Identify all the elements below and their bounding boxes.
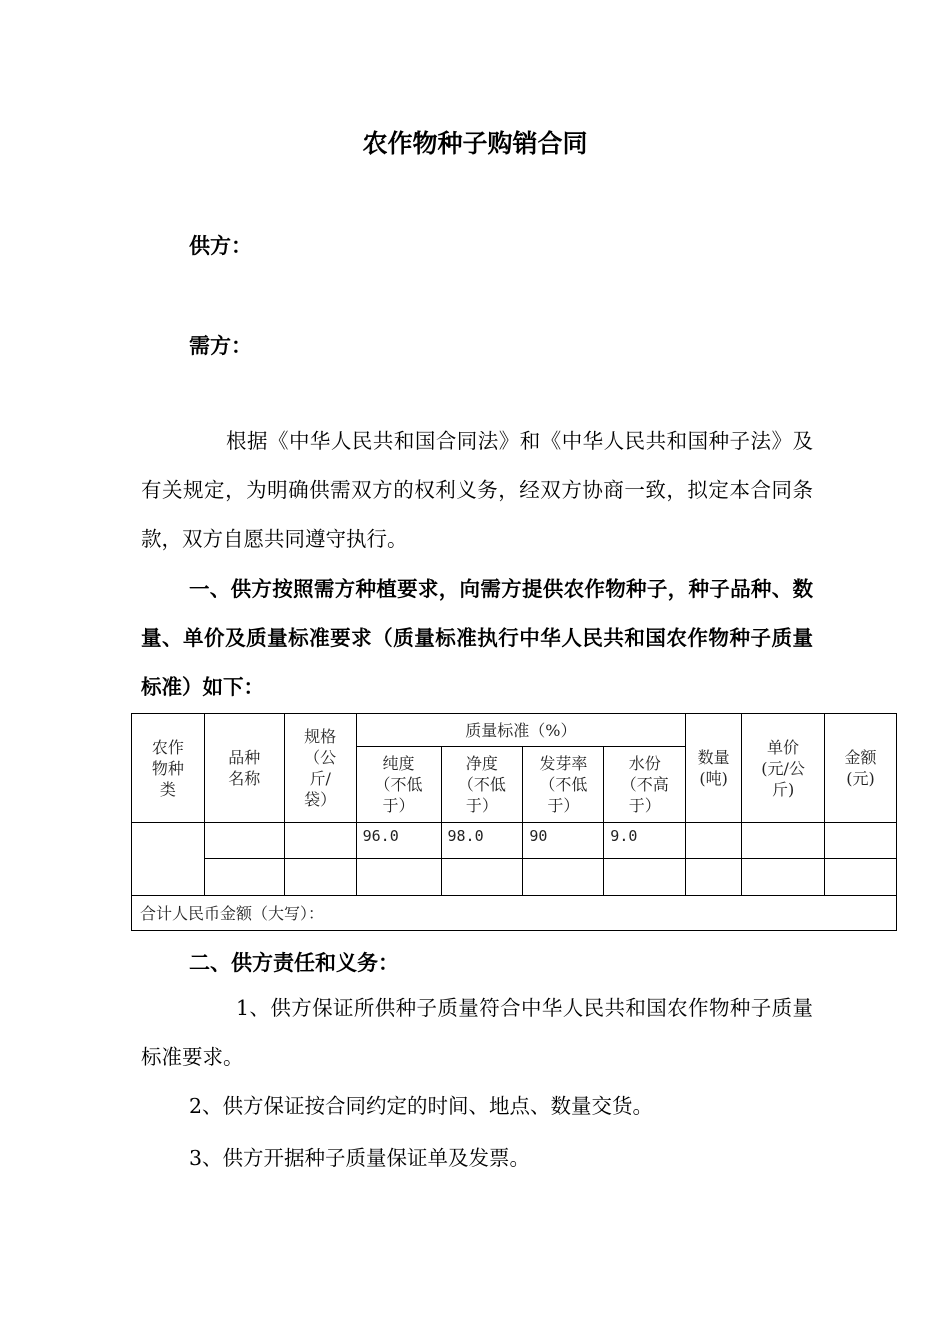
cell-cleanliness[interactable] bbox=[441, 859, 523, 896]
header-spec: 规格（公斤/袋） bbox=[284, 714, 356, 823]
intro-paragraph: 根据《中华人民共和国合同法》和《中华人民共和国种子法》及有关规定，为明确供需双方的权利义务，经双方协商一致，拟定本合同条款，双方自愿共同遵守执行。 bbox=[141, 429, 813, 551]
header-germination: 发芽率（不低于） bbox=[523, 747, 604, 823]
header-quantity: 数量(吨) bbox=[686, 714, 742, 823]
cell-unit-price[interactable] bbox=[742, 859, 825, 896]
buyer-label: 需方： bbox=[189, 333, 252, 358]
cell-moisture[interactable] bbox=[604, 859, 686, 896]
cell-germination[interactable]: 90 bbox=[523, 823, 604, 859]
supplier-label: 供方： bbox=[189, 233, 252, 258]
cell-germination[interactable] bbox=[523, 859, 604, 896]
header-purity: 纯度（不低于） bbox=[356, 747, 441, 823]
cell-moisture[interactable]: 9.0 bbox=[604, 823, 686, 859]
duty-item-3: 3、供方开据种子质量保证单及发票。 bbox=[189, 1146, 531, 1170]
table-row bbox=[132, 859, 897, 896]
cell-crop-type[interactable] bbox=[132, 823, 205, 896]
header-crop-type: 农作物种类 bbox=[132, 714, 205, 823]
section-1-heading: 一、供方按照需方种植要求，向需方提供农作物种子，种子品种、数量、单价及质量标准要求（质量标准执行中华人民共和国农作物种子质量标准）如下： bbox=[141, 577, 813, 699]
cell-variety[interactable] bbox=[204, 859, 284, 896]
duty-item-1: 1、供方保证所供种子质量符合中华人民共和国农作物种子质量标准要求。 bbox=[141, 996, 813, 1069]
cell-amount[interactable] bbox=[825, 823, 897, 859]
header-unit-price: 单价(元/公斤) bbox=[742, 714, 825, 823]
cell-variety[interactable] bbox=[204, 823, 284, 859]
duty-item-2: 2、供方保证按合同约定的时间、地点、数量交货。 bbox=[189, 1094, 654, 1118]
cell-purity[interactable] bbox=[356, 859, 441, 896]
seed-table bbox=[131, 713, 897, 931]
document-title: 农作物种子购销合同 bbox=[362, 129, 588, 158]
header-amount: 金额(元) bbox=[825, 714, 897, 823]
cell-quantity[interactable] bbox=[686, 823, 742, 859]
cell-spec[interactable] bbox=[284, 859, 356, 896]
header-moisture: 水份（不高于） bbox=[604, 747, 686, 823]
section-2-heading: 二、供方责任和义务： bbox=[189, 950, 399, 975]
cell-spec[interactable] bbox=[284, 823, 356, 859]
table-row bbox=[132, 823, 897, 859]
header-quality: 质量标准（%） bbox=[356, 714, 686, 747]
header-cleanliness: 净度（不低于） bbox=[441, 747, 523, 823]
cell-purity[interactable]: 96.0 bbox=[356, 823, 441, 859]
cell-quantity[interactable] bbox=[686, 859, 742, 896]
cell-unit-price[interactable] bbox=[742, 823, 825, 859]
cell-amount[interactable] bbox=[825, 859, 897, 896]
cell-cleanliness[interactable]: 98.0 bbox=[441, 823, 523, 859]
total-amount-label: 合计人民币金额（大写）： bbox=[132, 896, 897, 931]
header-variety: 品种名称 bbox=[204, 714, 284, 823]
